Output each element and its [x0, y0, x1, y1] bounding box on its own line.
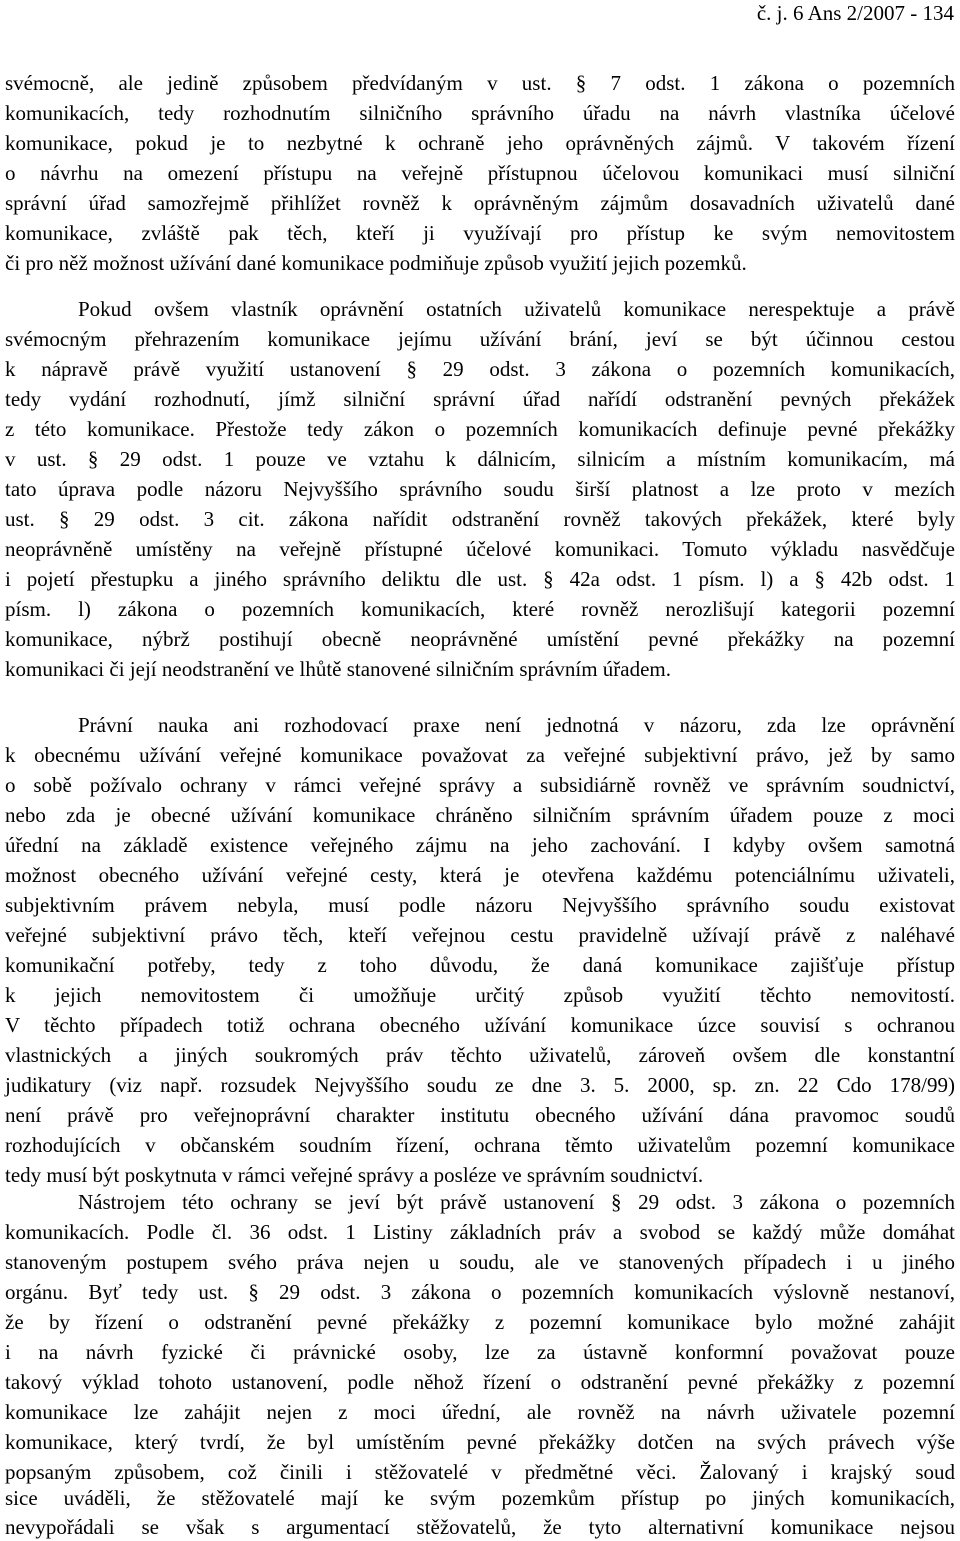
paragraph-line: komunikacích. Podle čl. 36 odst. 1 Listiny základních práv a svobod se každý může domáhat	[5, 1220, 955, 1244]
paragraph-line: nebo zda je obecné užívání komunikace chráněno silničním správním úřadem pouze z moci	[5, 803, 955, 827]
paragraph-line: komunikační potřeby, tedy z toho důvodu, že daná komunikace zajišťuje přístup	[5, 953, 955, 977]
paragraph-line: nevypořádali se však s argumentací stěžovatelů, že tyto alternativní komunikace nejsou	[5, 1515, 955, 1539]
paragraph-line: Nástrojem této ochrany se jeví být právě ustanovení § 29 odst. 3 zákona o pozemních	[78, 1190, 955, 1214]
paragraph-line: orgánu. Byť tedy ust. § 29 odst. 3 zákona o pozemních komunikacích výslovně nestanoví,	[5, 1280, 955, 1304]
paragraph-line: tedy vydání rozhodnutí, jímž silniční správní úřad nařídí odstranění pevných překážek	[5, 387, 955, 411]
paragraph-line: k nápravě právě využití ustanovení § 29 odst. 3 zákona o pozemních komunikacích,	[5, 357, 955, 381]
paragraph-line: veřejné subjektivní právo těch, kteří veřejnou cestu pravidelně užívají právě z naléhavé	[5, 923, 955, 947]
paragraph-line: či pro něž možnost užívání dané komunikace podmiňuje způsob využití jejich pozemků.	[5, 251, 747, 275]
paragraph-line: k jejich nemovitostem či umožňuje určitý způsob využití těchto nemovitostí.	[5, 983, 955, 1007]
paragraph-line: komunikace, který tvrdí, že byl umístěním pevné překážky dotčen na svých právech výše	[5, 1430, 955, 1454]
paragraph-line: komunikaci či její neodstranění ve lhůtě stanovené silničním správním úřadem.	[5, 657, 671, 681]
paragraph-line: z této komunikace. Přestože tedy zákon o pozemních komunikacích definuje pevné překážky	[5, 417, 955, 441]
paragraph-line: popsaným způsobem, což činili i stěžovatelé v předmětné věci. Žalovaný i krajský soud	[5, 1460, 955, 1484]
paragraph-line: ust. § 29 odst. 3 cit. zákona nařídit odstranění rovněž takových překážek, které byly	[5, 507, 955, 531]
paragraph-line: o návrhu na omezení přístupu na veřejně přístupnou účelovou komunikaci musí silniční	[5, 161, 955, 185]
paragraph-line: k obecnému užívání veřejné komunikace považovat za veřejné subjektivní právo, jež by samo	[5, 743, 955, 767]
paragraph-line: i na návrh fyzické či právnické osoby, lze za ústavně konformní považovat pouze	[5, 1340, 955, 1364]
paragraph-line: že by řízení o odstranění pevné překážky z pozemní komunikace bylo možné zahájit	[5, 1310, 955, 1334]
paragraph-line: tedy musí být poskytnuta v rámci veřejné správy a posléze ve správním soudnictví.	[5, 1163, 704, 1187]
paragraph-line: tato úprava podle názoru Nejvyššího správního soudu širší platnost a lze proto v mezích	[5, 477, 955, 501]
paragraph-line: i pojetí přestupku a jiného správního deliktu dle ust. § 42a odst. 1 písm. l) a § 42b odst. 1	[5, 567, 955, 591]
paragraph-line: komunikace, pokud je to nezbytné k ochraně jeho oprávněných zájmů. V takovém řízení	[5, 131, 955, 155]
paragraph-line: svémocně, ale jedině způsobem předvídaným v ust. § 7 odst. 1 zákona o pozemních	[5, 71, 955, 95]
paragraph-line: o sobě požívalo ochrany v rámci veřejné správy a subsidiárně rovněž ve správním soudnictví,	[5, 773, 955, 797]
paragraph-line: sice uváděli, že stěžovatelé mají ke svým pozemkům přístup po jiných komunikacích,	[5, 1486, 955, 1510]
paragraph-line: neoprávněně umístěny na veřejně přístupné účelové komunikaci. Tomuto výkladu nasvědčuje	[5, 537, 955, 561]
paragraph-line: subjektivním právem nebyla, musí podle názoru Nejvyššího správního soudu existovat	[5, 893, 955, 917]
paragraph-line: komunikace, nýbrž postihují obecně neoprávněné umístění pevné překážky na pozemní	[5, 627, 955, 651]
paragraph-line: takový výklad tohoto ustanovení, podle něhož řízení o odstranění pevné překážky z pozemní	[5, 1370, 955, 1394]
paragraph-line: judikatury (viz např. rozsudek Nejvyššího soudu ze dne 3. 5. 2000, sp. zn. 22 Cdo 178/99)	[5, 1073, 955, 1097]
case-number-header: č. j. 6 Ans 2/2007 - 134	[756, 1, 954, 25]
paragraph-line: komunikacích, tedy rozhodnutím silničního správního úřadu na návrh vlastníka účelové	[5, 101, 955, 125]
paragraph-line: správní úřad samozřejmě přihlížet rovněž k oprávněným zájmům dosavadních uživatelů dané	[5, 191, 955, 215]
paragraph-line: v ust. § 29 odst. 1 pouze ve vztahu k dálnicím, silnicím a místním komunikacím, má	[5, 447, 955, 471]
paragraph-line: Právní nauka ani rozhodovací praxe není jednotná v názoru, zda lze oprávnění	[78, 713, 955, 737]
paragraph-line: stanoveným postupem svého práva nejen u soudu, ale ve stanovených případech i u jiného	[5, 1250, 955, 1274]
paragraph-line: svémocným přehrazením komunikace jejímu užívání brání, jeví se být účinnou cestou	[5, 327, 955, 351]
paragraph-line: není právě pro veřejnoprávní charakter institutu obecného užívání dána pravomoc soudů	[5, 1103, 955, 1127]
paragraph-line: vlastnických a jiných soukromých práv těchto uživatelů, zároveň ovšem dle konstantní	[5, 1043, 955, 1067]
paragraph-line: komunikace lze zahájit nejen z moci úřední, ale rovněž na návrh uživatele pozemní	[5, 1400, 955, 1424]
paragraph-line: rozhodujících v občanském soudním řízení, ochrana těmto uživatelům pozemní komunikace	[5, 1133, 955, 1157]
paragraph-line: Pokud ovšem vlastník oprávnění ostatních uživatelů komunikace nerespektuje a právě	[78, 297, 955, 321]
paragraph-line: V těchto případech totiž ochrana obecného užívání komunikace úzce souvisí s ochranou	[5, 1013, 955, 1037]
paragraph-line: komunikace, zvláště pak těch, kteří ji využívají pro přístup ke svým nemovitostem	[5, 221, 955, 245]
paragraph-line: písm. l) zákona o pozemních komunikacích, které rovněž nerozlišují kategorii pozemní	[5, 597, 955, 621]
paragraph-line: možnost obecného užívání veřejné cesty, která je otevřena každému potenciálnímu uživateli,	[5, 863, 955, 887]
paragraph-line: úřední na základě existence veřejného zájmu na jeho zachování. I kdyby ovšem samotná	[5, 833, 955, 857]
